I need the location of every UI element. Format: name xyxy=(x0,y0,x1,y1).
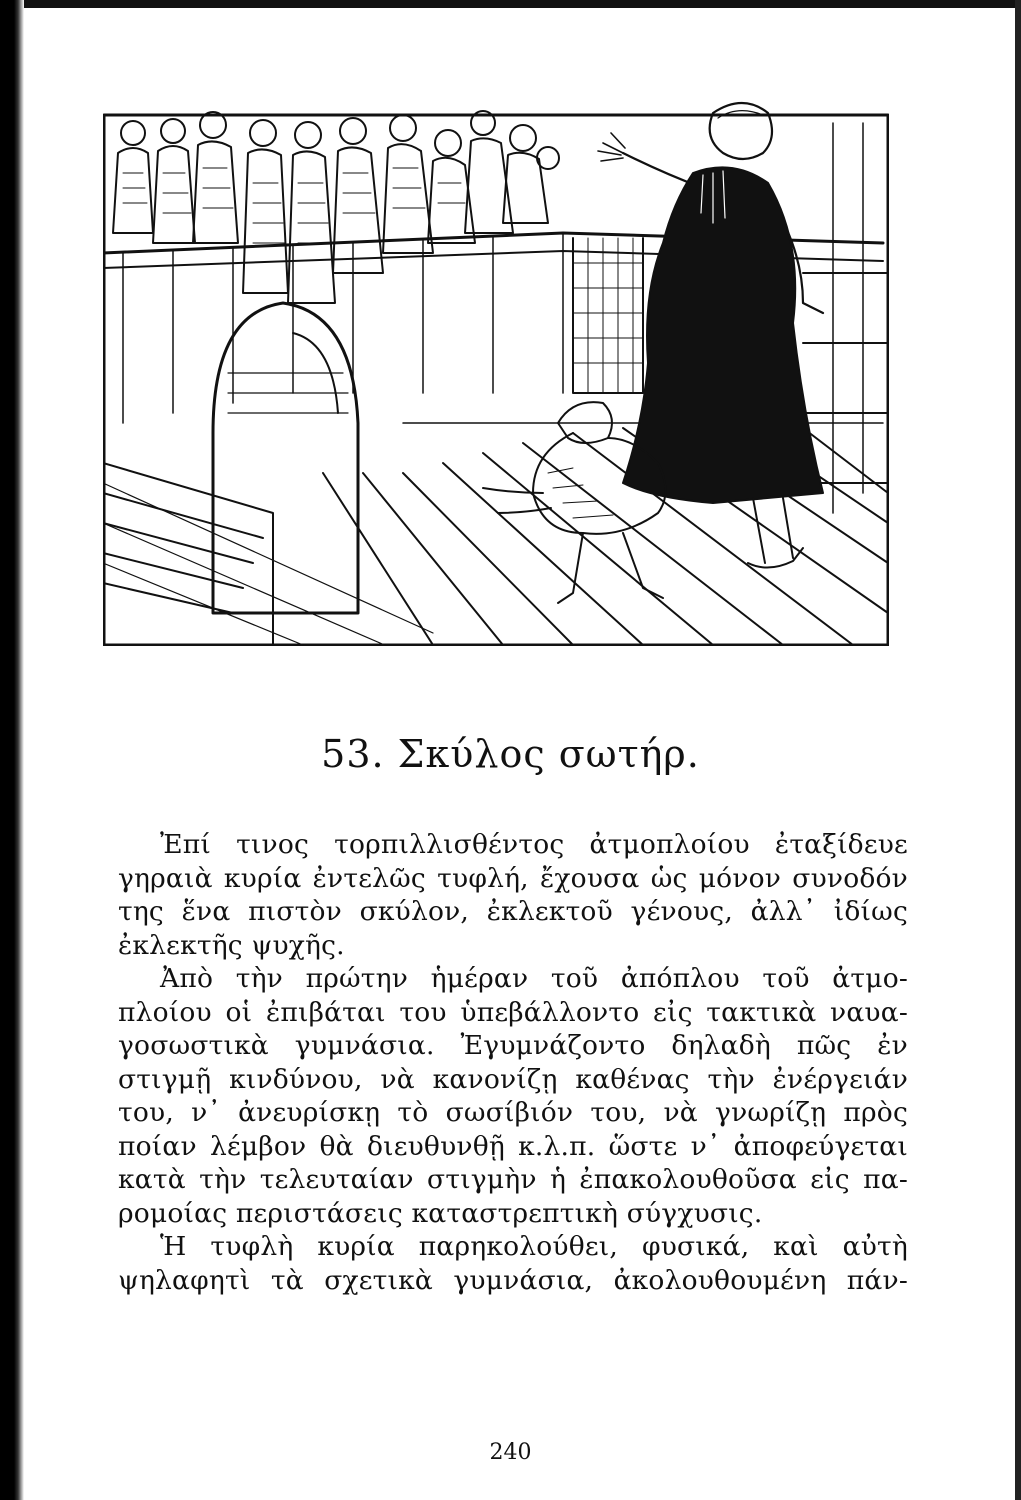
text-line: γηραιὰ κυρία ἐντελῶς τυφλή, ἔχουσα ὡς μόνον συνοδόν xyxy=(118,862,908,894)
text-line: γοσωστικὰ γυμνάσια. Ἐγυμνάζοντο δηλαδὴ πῶς ἐν xyxy=(118,1030,908,1061)
page-number: 240 xyxy=(489,1440,532,1465)
chapter-title: 53. Σκύλος σωτήρ. xyxy=(321,732,700,776)
text-line: ἐκλεκτῆς ψυχῆς. xyxy=(118,929,345,961)
text-line: του, ν᾽ ἀνευρίσκῃ τὸ σωσίβιόν του, νὰ γνωρίζῃ πρὸς xyxy=(118,1097,908,1128)
text-line: Ἡ τυφλὴ κυρία παρηκολούθει, φυσικά, καὶ αὐτὴ xyxy=(160,1231,908,1262)
text-line: κατὰ τὴν τελευταίαν στιγμὴν ἡ ἐπακολουθοῦσα εἰς πα- xyxy=(118,1164,908,1195)
text-line: ποίαν λέμβον θὰ διευθυνθῇ κ.λ.π. ὥστε ν᾽ ἀποφεύγεται xyxy=(118,1130,908,1162)
scan-top-edge xyxy=(0,0,1021,8)
text-line: ψηλαφητὶ τὰ σχετικὰ γυμνάσια, ἀκολουθουμένη πάν- xyxy=(118,1264,908,1296)
text-line: Ἀπὸ τὴν πρώτην ἡμέραν τοῦ ἀπόπλου τοῦ ἀτμο- xyxy=(160,963,908,994)
text-line: Ἐπί τινος τορπιλλισθέντος ἀτμοπλοίου ἐταξίδευε xyxy=(160,829,908,860)
text-line: στιγμῇ κινδύνου, νὰ κανονίζῃ καθένας τὴν ἐνέργειάν xyxy=(118,1063,908,1095)
paragraph-1 xyxy=(118,828,908,962)
text-line: ρομοίας περιστάσεις καταστρεπτικὴ σύγχυσις. xyxy=(118,1197,763,1229)
ship-deck-illustration xyxy=(103,93,889,646)
paragraph-2 xyxy=(118,962,908,1230)
body-text xyxy=(118,828,908,1297)
text-line: της ἕνα πιστὸν σκύλον, ἐκλεκτοῦ γένους, ἀλλ᾽ ἰδίως xyxy=(118,896,908,927)
paragraph-3 xyxy=(118,1230,908,1297)
text-line: πλοίου οἱ ἐπιβάται του ὑπεβάλλοντο εἰς τακτικὰ ναυα- xyxy=(118,996,908,1028)
